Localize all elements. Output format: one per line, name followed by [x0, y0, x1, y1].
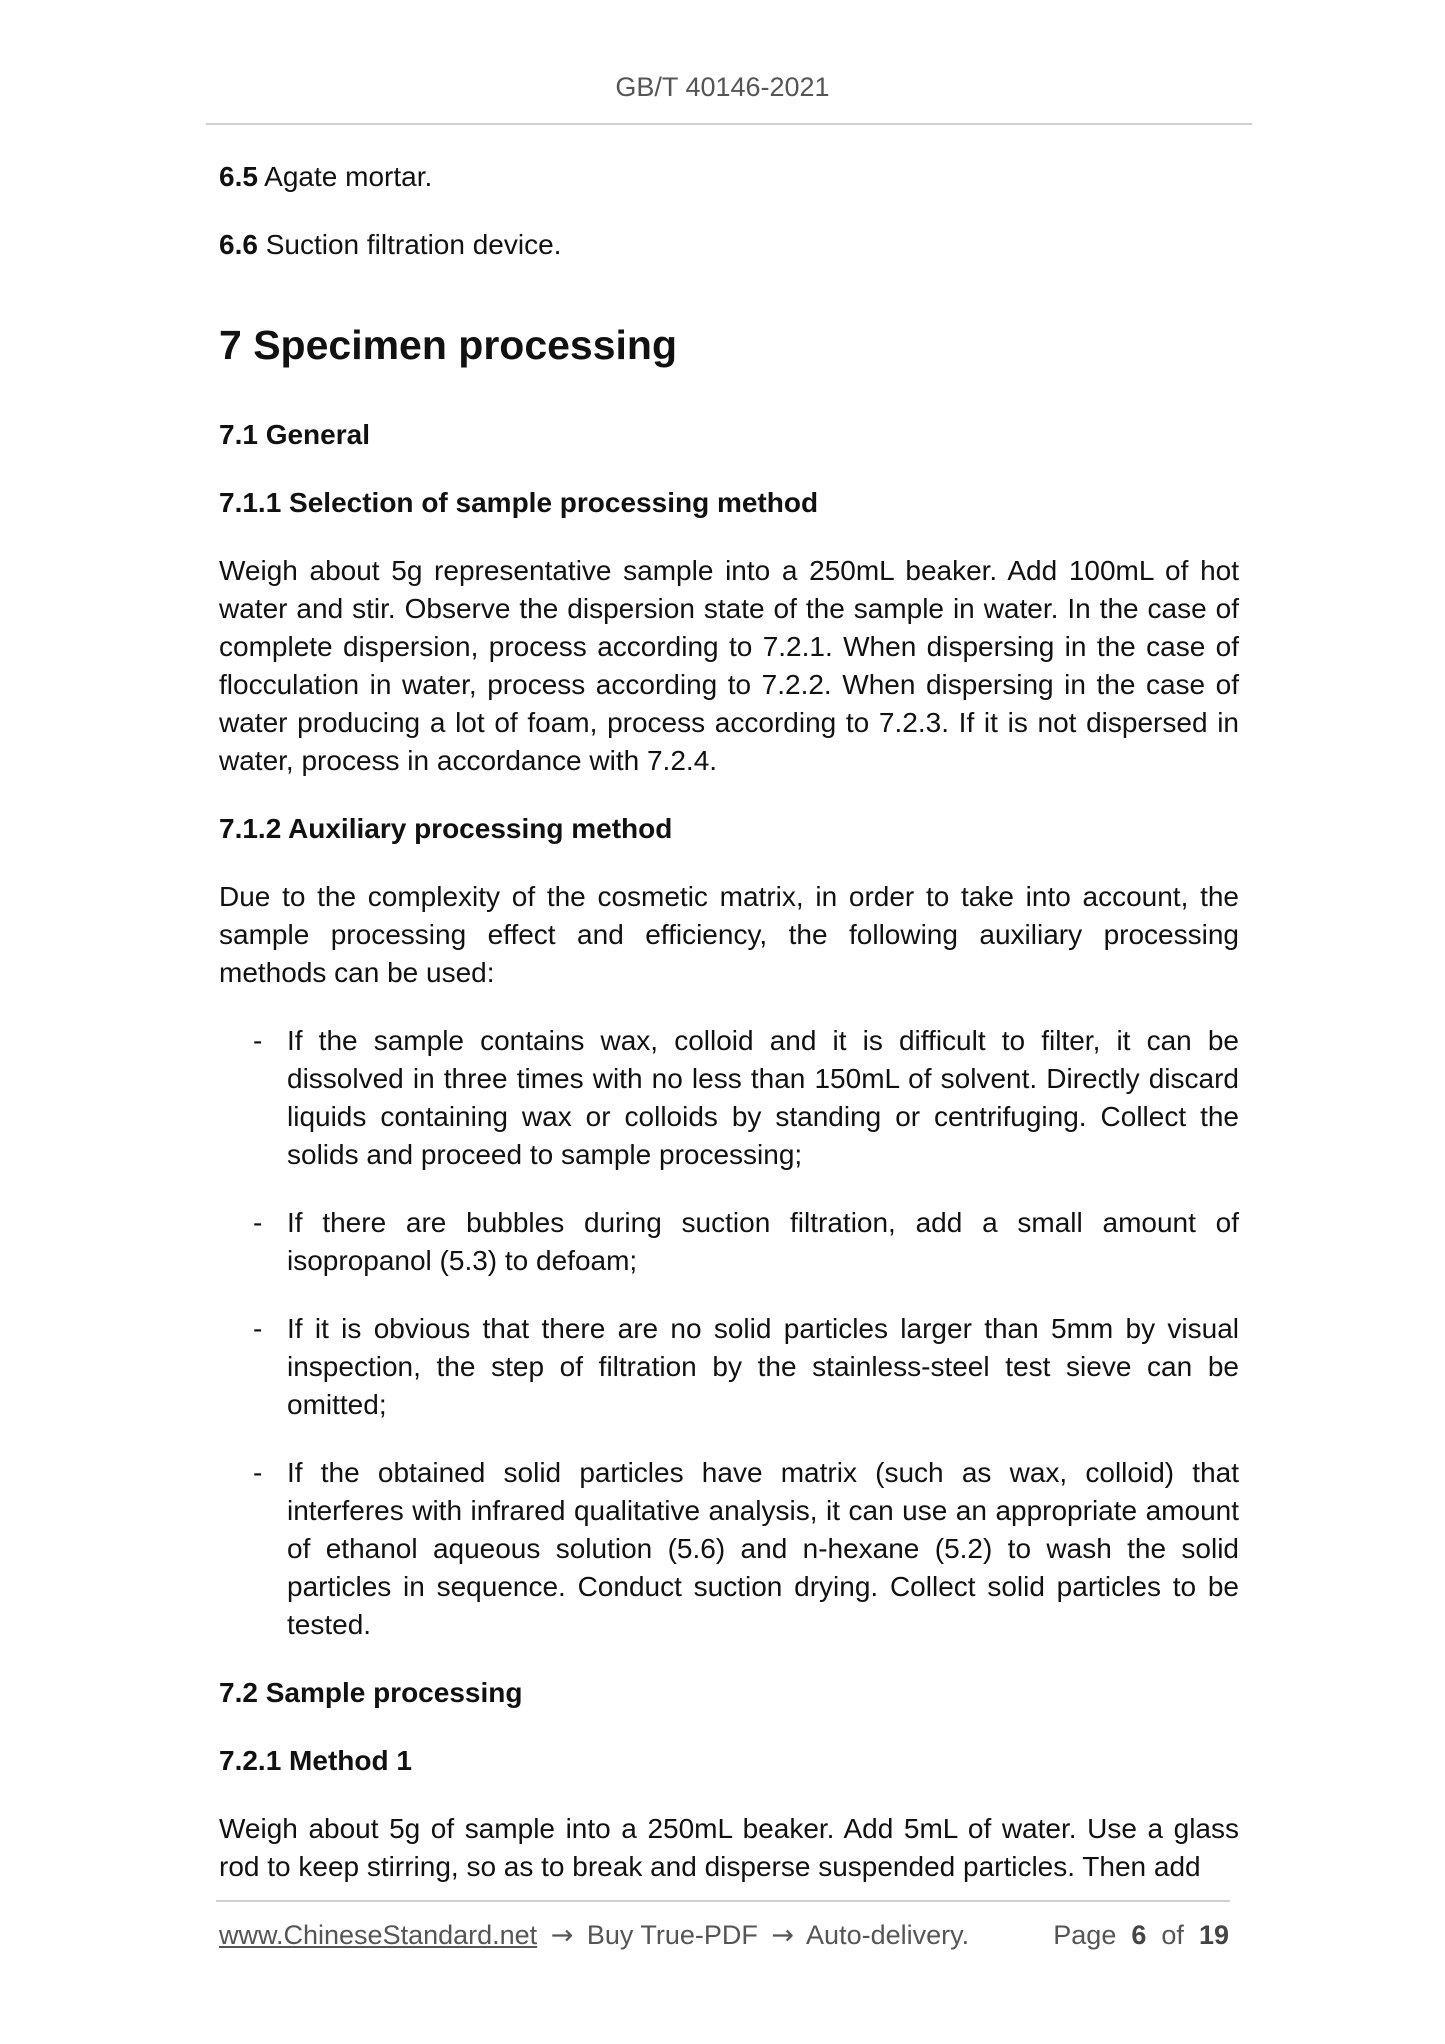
page-total: 19	[1198, 1920, 1229, 1950]
list-item	[219, 1454, 1239, 1644]
list-item	[219, 1310, 1239, 1424]
bullet-dash: -	[253, 1313, 263, 1344]
item-number: 6.5	[219, 161, 258, 192]
list-item	[219, 1022, 1239, 1174]
auxiliary-method-list	[219, 1022, 1239, 1644]
arrow-right-icon: →	[771, 1920, 795, 1951]
standard-code-header: GB/T 40146-2021	[615, 72, 830, 102]
footer-divider	[216, 1900, 1230, 1902]
bullet-dash: -	[253, 1207, 263, 1238]
item-text: Agate mortar.	[264, 161, 433, 192]
site-link[interactable]: www.ChineseStandard.net	[219, 1920, 538, 1950]
page-label: Page	[1053, 1920, 1117, 1950]
bullet-dash: -	[253, 1025, 263, 1056]
page-footer	[219, 1920, 1229, 1951]
item-text: Suction filtration device.	[265, 229, 562, 260]
item-number: 6.6	[219, 229, 258, 260]
bullet-dash: -	[253, 1457, 263, 1488]
page-of: of	[1161, 1920, 1184, 1950]
list-item-text: If the obtained solid particles have matrix (such as wax, colloid) that interferes with infrared qualitative analysis, it can use an appropriate amount of ethanol aqueous solution (5.6) and n-hexane (5.2) to wash the solid particles in sequence. Conduct suction drying. Collect solid particles to be tested.	[287, 1457, 1239, 1640]
clause-heading-7-1-1: 7.1.1 Selection of sample processing method	[219, 487, 819, 518]
buy-text: Buy True-PDF	[586, 1920, 758, 1950]
delivery-text: Auto-delivery.	[806, 1920, 970, 1950]
clause-heading-7-2: 7.2 Sample processing	[219, 1677, 523, 1708]
item-6-6	[219, 226, 1239, 264]
clause-body-7-1-2: Due to the complexity of the cosmetic matrix, in order to take into account, the sample processing effect and efficiency, the following auxiliary processing methods can be used:	[219, 881, 1239, 988]
list-item-text: If the sample contains wax, colloid and it is difficult to filter, it can be dissolved in three times with no less than 150mL of solvent. Directly discard liquids containing wax or colloids by standing or centrifuging. Collect the solids and proceed to sample processing;	[287, 1025, 1239, 1170]
page-indicator	[1053, 1920, 1229, 1951]
clause-heading-7-1: 7.1 General	[219, 419, 370, 450]
list-item-text: If it is obvious that there are no solid particles larger than 5mm by visual inspection, the step of filtration by the stainless-steel test sieve can be omitted;	[287, 1313, 1239, 1420]
clause-heading-7-1-2: 7.1.2 Auxiliary processing method	[219, 813, 673, 844]
clause-body-7-1-1: Weigh about 5g representative sample into a 250mL beaker. Add 100mL of hot water and stir. Observe the dispersion state of the sample in water. In the case of complete dispersion, process according to 7.2.1. When dispersing in the case of flocculation in water, process according to 7.2.2. When dispersing in the case of water producing a lot of foam, process according to 7.2.3. If it is not dispersed in water, process in accordance with 7.2.4.	[219, 555, 1239, 776]
list-item	[219, 1204, 1239, 1280]
list-item-text: If there are bubbles during suction filtration, add a small amount of isopropanol (5.3) to defoam;	[287, 1207, 1239, 1276]
header-divider	[206, 123, 1252, 125]
clause-heading-7-2-1: 7.2.1 Method 1	[219, 1745, 412, 1776]
clause-body-7-2-1: Weigh about 5g of sample into a 250mL beaker. Add 5mL of water. Use a glass rod to keep stirring, so as to break and disperse suspended particles. Then add	[219, 1813, 1239, 1882]
section-title: 7 Specimen processing	[219, 322, 678, 368]
page-content	[219, 150, 1239, 1886]
page-current: 6	[1131, 1920, 1147, 1950]
item-6-5	[219, 158, 1239, 196]
arrow-right-icon: →	[550, 1920, 574, 1951]
